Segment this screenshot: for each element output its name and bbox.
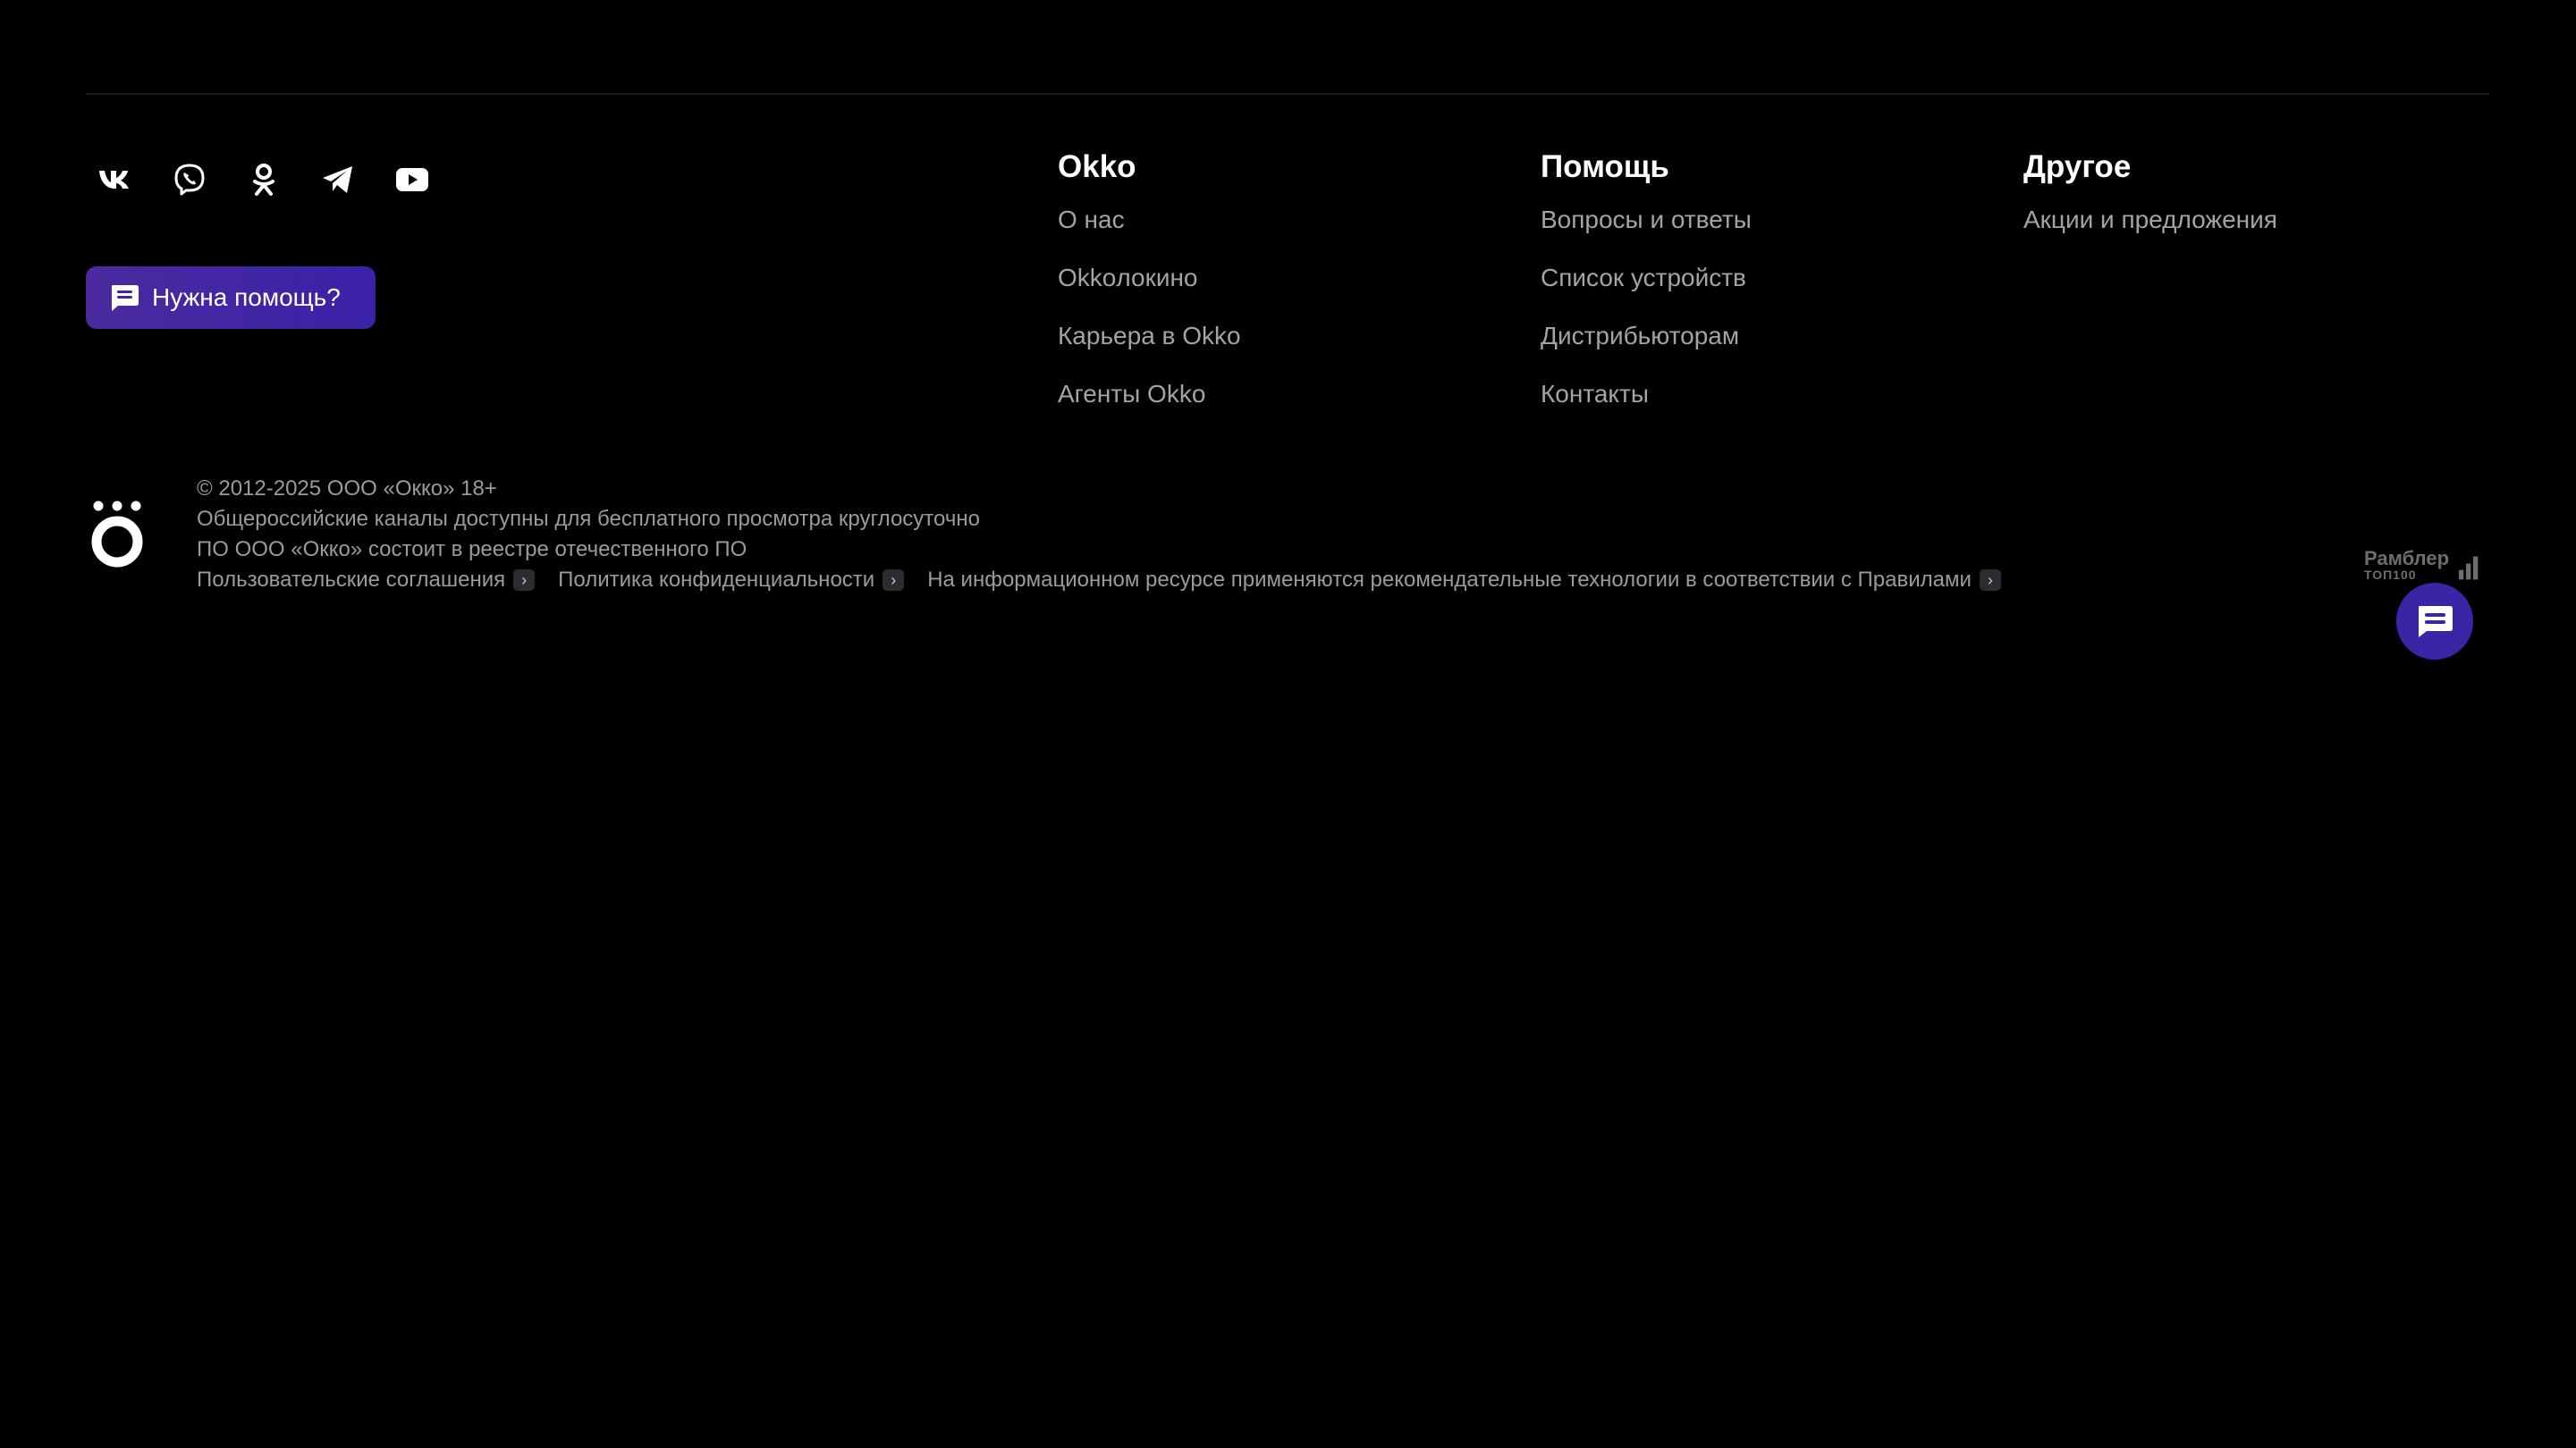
recommendation-rules-link[interactable] bbox=[927, 565, 2001, 595]
nav-link-promotions[interactable]: Акции и предложения bbox=[2023, 206, 2277, 233]
chat-icon bbox=[2415, 603, 2454, 639]
bar-chart-icon bbox=[2458, 554, 2480, 581]
help-button[interactable] bbox=[86, 266, 376, 329]
chevron-right-icon: › bbox=[883, 569, 904, 591]
nav-link-career[interactable]: Карьера в Okko bbox=[1058, 322, 1241, 349]
chat-icon bbox=[109, 283, 139, 312]
copyright-text: © 2012-2025 ООО «Окко» 18+ bbox=[197, 476, 497, 501]
rambler-subtitle: ТОП100 bbox=[2364, 568, 2417, 582]
registry-notice: ПО ООО «Окко» состоит в реестре отечественного ПО bbox=[197, 537, 747, 561]
user-agreements-link[interactable] bbox=[197, 565, 535, 595]
rambler-title: Рамблер bbox=[2364, 547, 2450, 569]
channels-notice: Общероссийские каналы доступны для бесплатного просмотра круглосуточно bbox=[197, 507, 980, 531]
nav-column-other bbox=[2023, 148, 2277, 263]
nav-link-distributors[interactable]: Дистрибьюторам bbox=[1541, 322, 1740, 349]
legal-info bbox=[197, 474, 2024, 595]
link-label: На информационном ресурсе применяются рекомендательные технологии в соответствии с Правилами bbox=[927, 568, 1972, 592]
link-label: Пользовательские соглашения bbox=[197, 568, 506, 592]
nav-column-title: Помощь bbox=[1541, 149, 1669, 184]
link-label: Политика конфиденциальности bbox=[558, 568, 875, 592]
nav-column-okko bbox=[1058, 148, 1241, 437]
viber-icon[interactable] bbox=[160, 154, 219, 206]
vk-icon[interactable] bbox=[86, 154, 145, 206]
help-button-label: Нужна помощь? bbox=[152, 283, 341, 311]
top-divider bbox=[86, 93, 2489, 95]
nav-link-contacts[interactable]: Контакты bbox=[1541, 380, 1649, 408]
odnoklassniki-icon[interactable] bbox=[234, 154, 293, 206]
nav-column-help bbox=[1541, 148, 1752, 437]
youtube-icon[interactable] bbox=[383, 154, 442, 206]
nav-link-okkolokino[interactable]: Okkoлокино bbox=[1058, 264, 1198, 291]
okko-logo[interactable] bbox=[88, 499, 147, 568]
nav-column-title: Okko bbox=[1058, 149, 1136, 184]
nav-column-title: Другое bbox=[2023, 149, 2132, 184]
nav-link-devices[interactable]: Список устройств bbox=[1541, 264, 1746, 291]
chevron-right-icon: › bbox=[513, 569, 535, 591]
telegram-icon[interactable] bbox=[308, 154, 367, 206]
nav-link-agents[interactable]: Агенты Okko bbox=[1058, 380, 1206, 408]
nav-link-faq[interactable]: Вопросы и ответы bbox=[1541, 206, 1752, 233]
social-links bbox=[86, 154, 457, 206]
rambler-logo bbox=[2364, 549, 2449, 581]
nav-link-about[interactable]: О нас bbox=[1058, 206, 1125, 233]
chat-support-button[interactable] bbox=[2396, 583, 2473, 660]
legal-links bbox=[197, 565, 2024, 595]
privacy-policy-link[interactable] bbox=[558, 565, 904, 595]
chevron-right-icon: › bbox=[1980, 569, 2001, 591]
